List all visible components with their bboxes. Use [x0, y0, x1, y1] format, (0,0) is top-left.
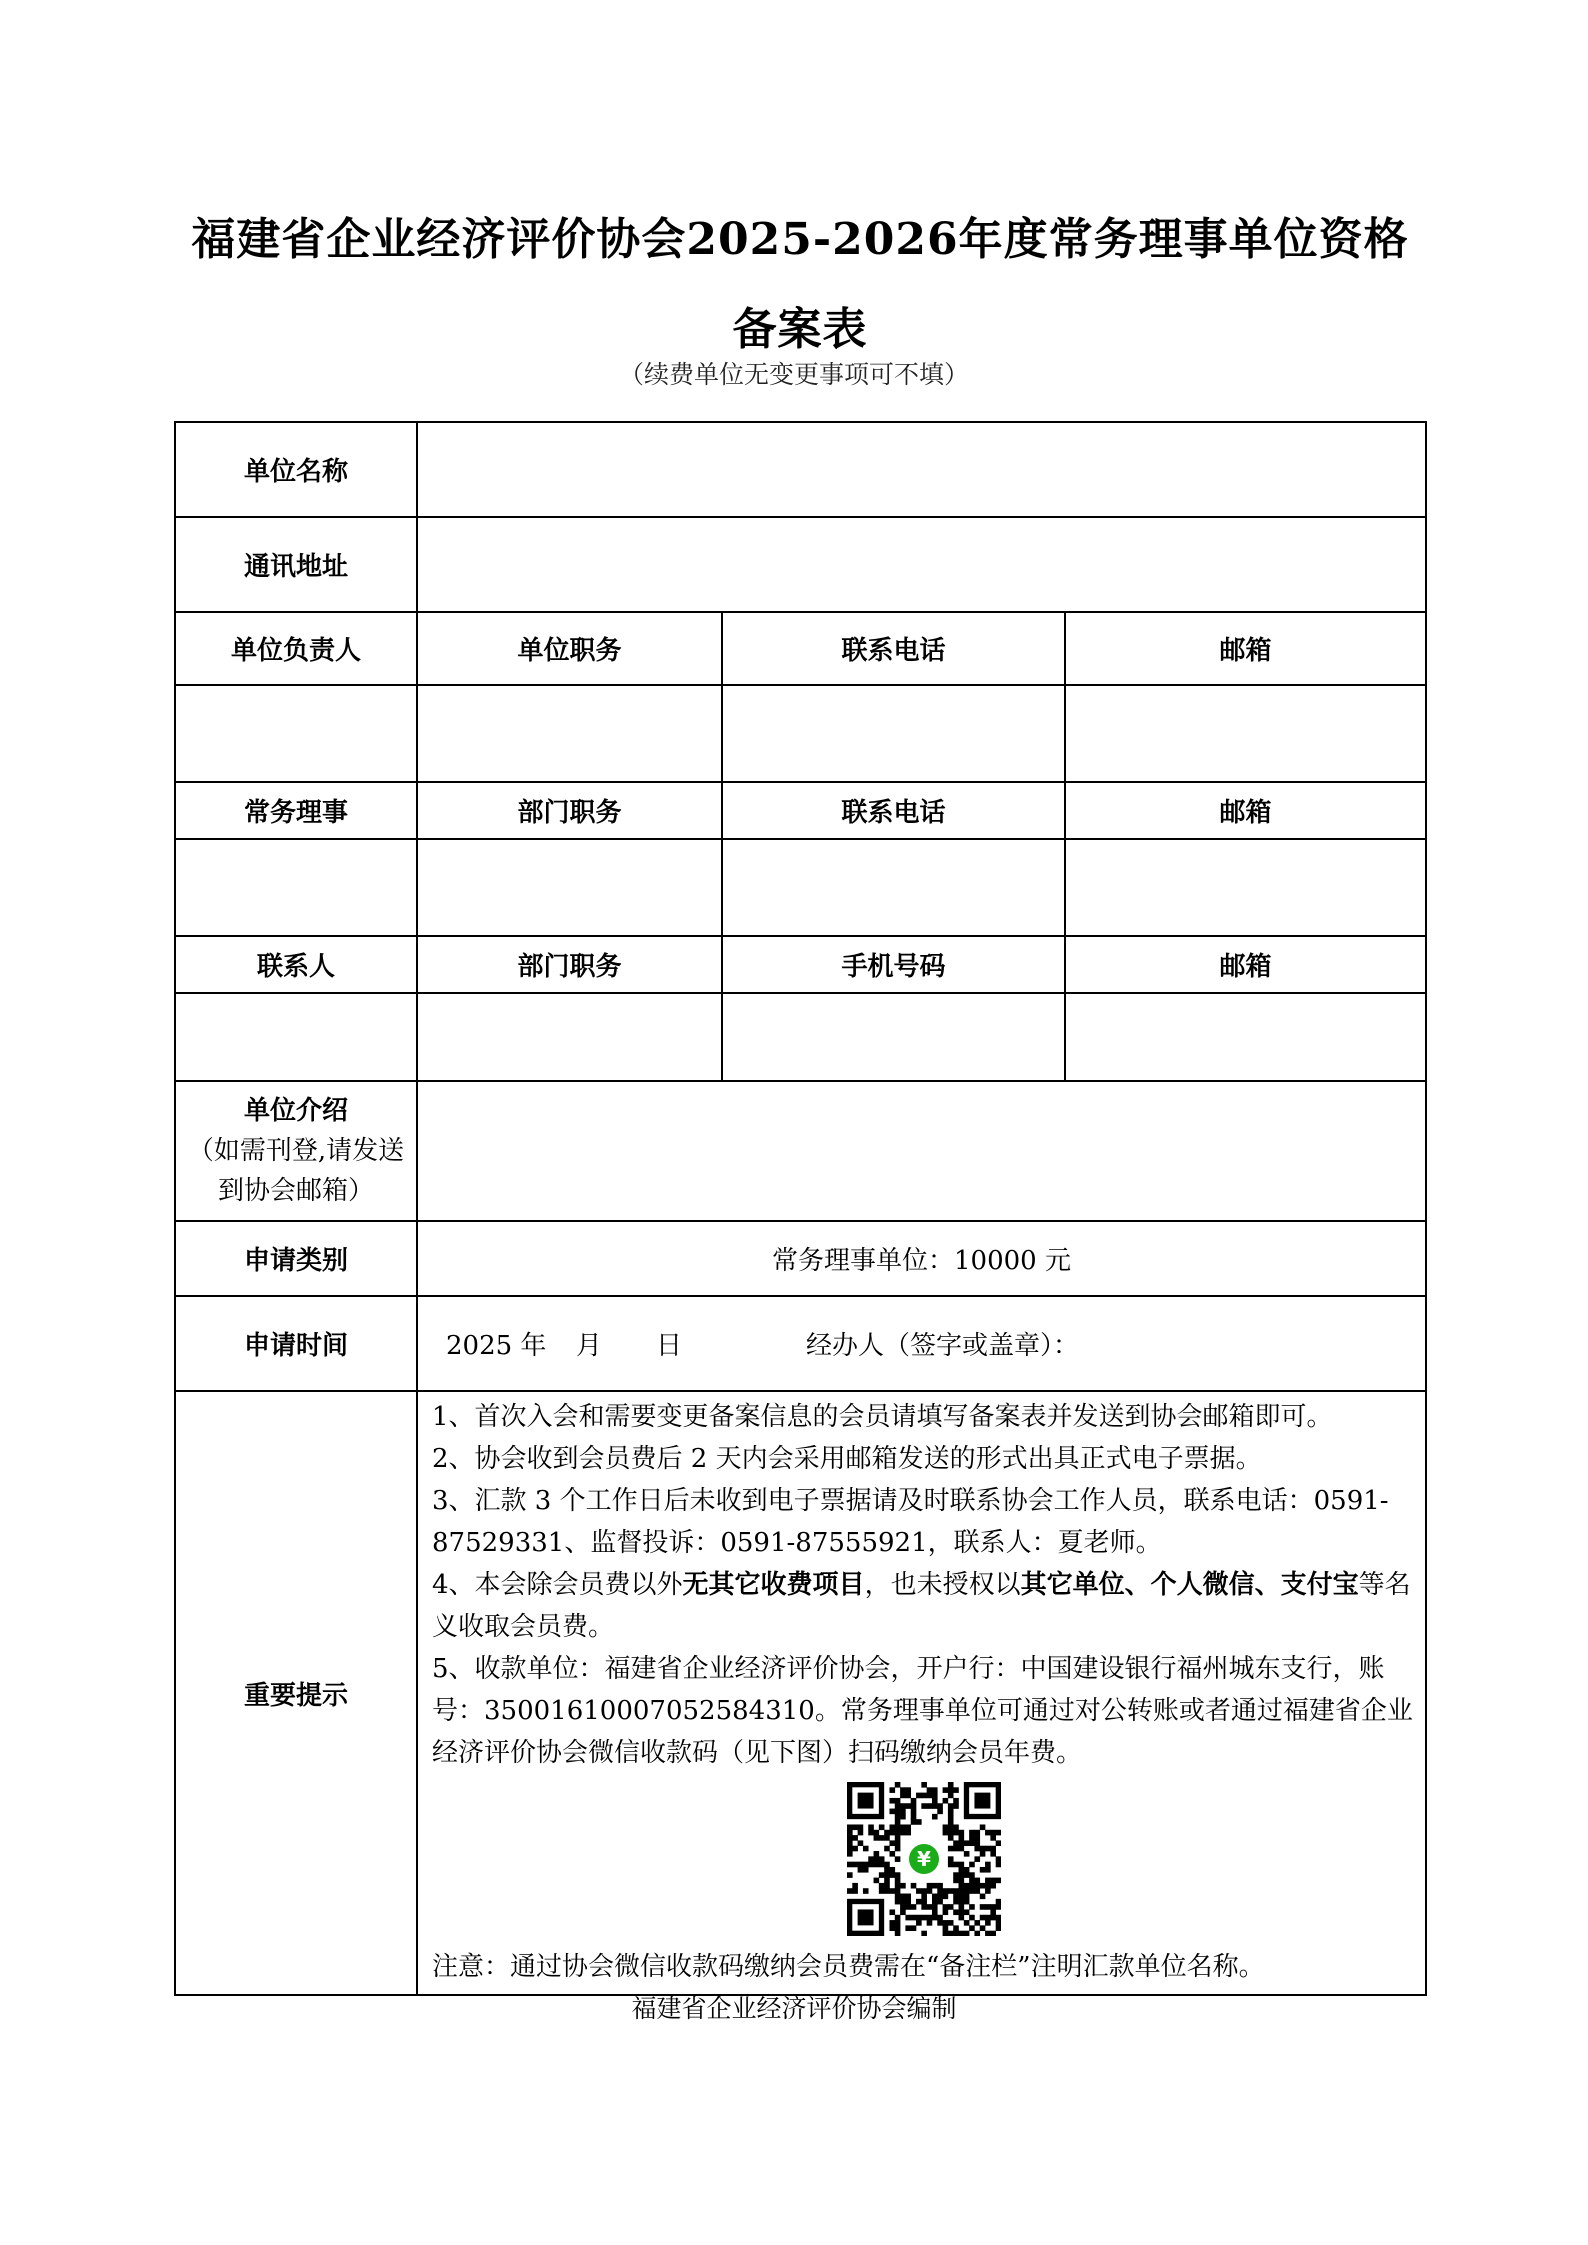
note-item-4-bold-b: 其它单位、个人微信、支付宝: [1020, 1570, 1359, 1600]
note-item-4: [432, 1564, 1415, 1648]
form-title: 福建省企业经济评价协会2025-2026年度常务理事单位资格备案表: [191, 214, 1409, 355]
time-field[interactable]: [417, 1296, 1426, 1391]
unit-name-label: 单位名称: [175, 422, 417, 517]
time-label: 申请时间: [175, 1296, 417, 1391]
director-input-row: [175, 839, 1426, 936]
note-item-1: 1、首次入会和需要变更备案信息的会员请填写备案表并发送到协会邮箱即可。: [432, 1402, 1333, 1432]
leader-phone-header: 联系电话: [722, 612, 1065, 685]
contact-header: 联系人: [175, 936, 417, 993]
handler-label: 经办人（签字或盖章）：: [806, 1331, 1080, 1361]
contact-mobile-header: 手机号码: [722, 936, 1065, 993]
address-label: 通讯地址: [175, 517, 417, 612]
director-position-field[interactable]: [417, 839, 722, 936]
director-email-field[interactable]: [1065, 839, 1426, 936]
svg-text:¥: ¥: [916, 1847, 931, 1871]
time-row: [175, 1296, 1426, 1391]
category-row: [175, 1221, 1426, 1296]
unit-name-field[interactable]: [417, 422, 1426, 517]
director-name-field[interactable]: [175, 839, 417, 936]
director-email-header: 邮箱: [1065, 782, 1426, 839]
notes-label: 重要提示: [175, 1391, 417, 1995]
notes-content: [417, 1391, 1426, 1995]
director-header: 常务理事: [175, 782, 417, 839]
intro-row: [175, 1081, 1426, 1221]
category-label: 申请类别: [175, 1221, 417, 1296]
leader-header: 单位负责人: [175, 612, 417, 685]
contact-email-field[interactable]: [1065, 993, 1426, 1081]
leader-header-row: [175, 612, 1426, 685]
leader-phone-field[interactable]: [722, 685, 1065, 782]
note-item-4-bold-a: 无其它收费项目: [682, 1570, 865, 1600]
contact-position-header: 部门职务: [417, 936, 722, 993]
intro-sublabel: （如需刊登,请发送到协会邮箱）: [187, 1136, 405, 1206]
intro-field[interactable]: [417, 1081, 1426, 1221]
leader-input-row: [175, 685, 1426, 782]
unit-name-row: [175, 422, 1426, 517]
leader-position-header: 单位职务: [417, 612, 722, 685]
time-month: 月: [576, 1331, 603, 1361]
director-phone-header: 联系电话: [722, 782, 1065, 839]
note-item-5: 5、收款单位：福建省企业经济评价协会，开户行：中国建设银行福州城东支行，账号：35001610007052584310。常务理事单位可通过对公转账或者通过福建省企业经济评价协会微信收款码（见下图）扫码缴纳会员年费。: [432, 1654, 1413, 1768]
time-year: 2025 年: [446, 1331, 547, 1361]
contact-email-header: 邮箱: [1065, 936, 1426, 993]
note-item-4-text-a: 4、本会除会员费以外: [432, 1570, 683, 1600]
contact-header-row: [175, 936, 1426, 993]
contact-mobile-field[interactable]: [722, 993, 1065, 1081]
form-subtitle: （续费单位无变更事项可不填）: [618, 360, 969, 389]
registration-form-table: [174, 421, 1427, 1996]
note-item-4-text-b: ，也未授权以: [864, 1570, 1021, 1600]
contact-position-field[interactable]: [417, 993, 722, 1081]
contact-name-field[interactable]: [175, 993, 417, 1081]
category-value: 常务理事单位：10000 元: [417, 1221, 1426, 1296]
leader-email-field[interactable]: [1065, 685, 1426, 782]
note-item-2: 2、协会收到会员费后 2 天内会采用邮箱发送的形式出具正式电子票据。: [432, 1444, 1262, 1474]
note-item-3: 3、汇款 3 个工作日后未收到电子票据请及时联系协会工作人员，联系电话：0591-87529331、监督投诉：0591-87555921，联系人：夏老师。: [432, 1486, 1389, 1558]
notes-row: [175, 1391, 1426, 1995]
note-item-4-text-c: 等名义收取会员费。: [432, 1570, 1411, 1642]
qr-code-container: [432, 1774, 1415, 1946]
note-remark: 注意：通过协会微信收款码缴纳会员费需在“备注栏”注明汇款单位名称。: [432, 1952, 1265, 1982]
qr-code-graphic: [847, 1782, 1001, 1936]
intro-label-cell: [175, 1081, 417, 1221]
contact-input-row: [175, 993, 1426, 1081]
wechat-pay-qr-icon[interactable]: [847, 1782, 1001, 1936]
footer-text: 福建省企业经济评价协会编制: [631, 1994, 957, 2023]
intro-label: 单位介绍: [243, 1096, 348, 1126]
time-day: 日: [656, 1331, 683, 1361]
leader-name-field[interactable]: [175, 685, 417, 782]
address-row: [175, 517, 1426, 612]
leader-email-header: 邮箱: [1065, 612, 1426, 685]
director-header-row: [175, 782, 1426, 839]
address-field[interactable]: [417, 517, 1426, 612]
director-phone-field[interactable]: [722, 839, 1065, 936]
leader-position-field[interactable]: [417, 685, 722, 782]
director-position-header: 部门职务: [417, 782, 722, 839]
